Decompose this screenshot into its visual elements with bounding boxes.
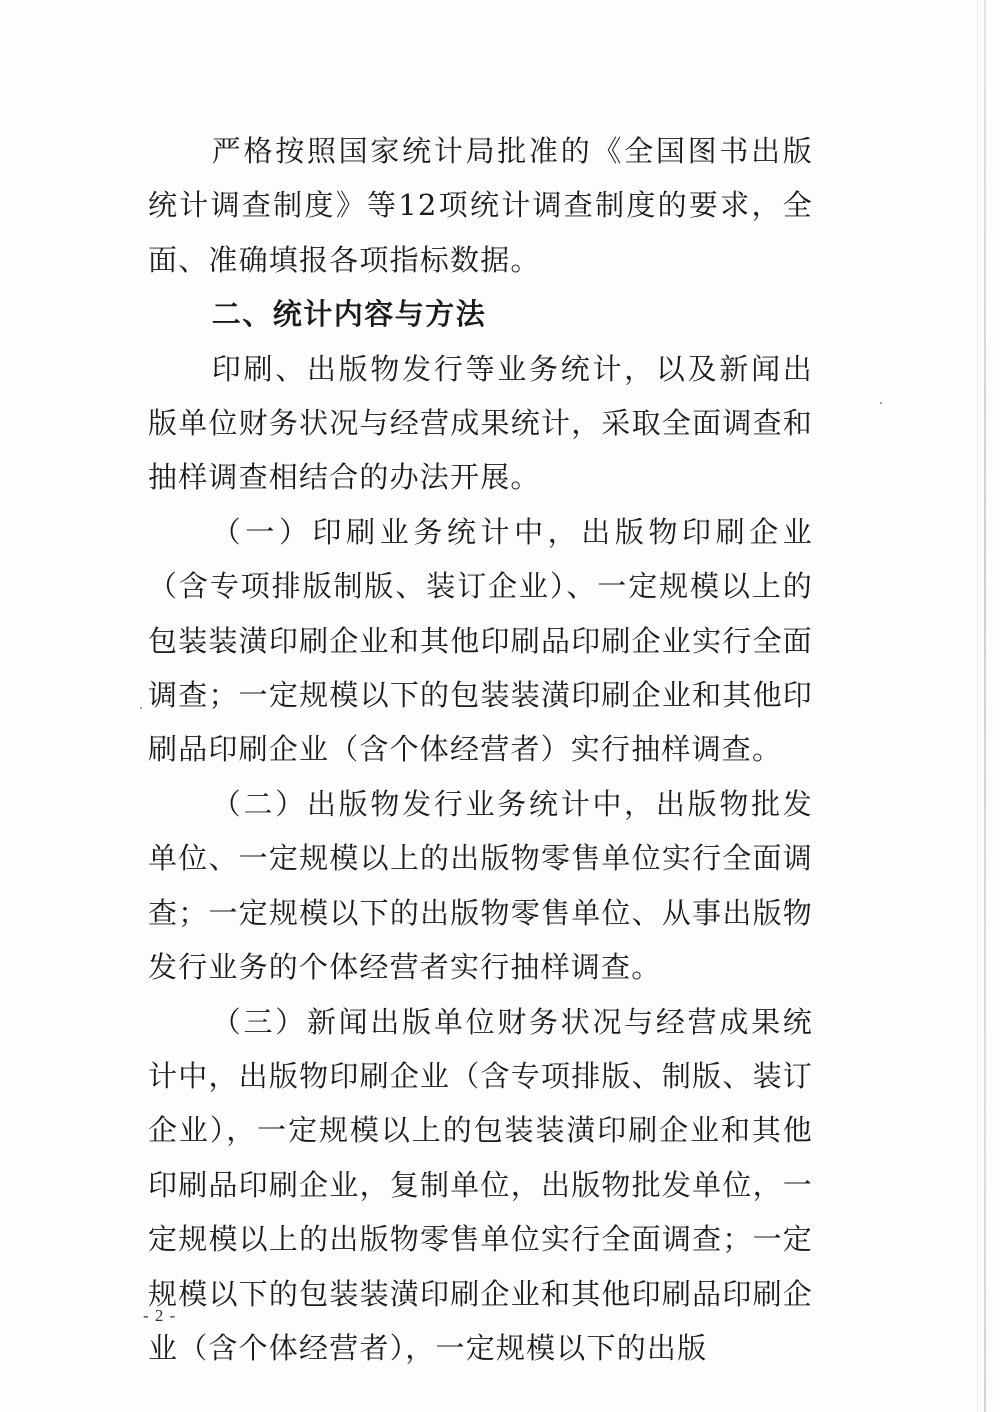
scan-edge-line [984,0,986,1412]
section-heading-content-methods: 二、统计内容与方法 [211,297,487,332]
document-body [148,124,813,1375]
scan-speck [140,707,142,709]
paragraph-data-standards: 严格按照国家统计局批准的《全国图书出版统计调查制度》等12项统计调查制度的要求，全面、准确填报各项指标数据。 [148,134,813,277]
paragraph-distribution-statistics: （二）出版物发行业务统计中，出版物批发单位、一定规模以上的出版物零售单位实行全面调查；一定规模以下的出版物零售单位、从事出版物发行业务的个体经营者实行抽样调查。 [148,786,813,985]
paragraph-printing-statistics: （一）印刷业务统计中，出版物印刷企业（含专项排版制版、装订企业）、一定规模以上的包装装潢印刷企业和其他印刷品印刷企业实行全面调查；一定规模以下的包装装潢印刷企业和其他印刷品印刷企业（含个体经营者）实行抽样调查。 [148,514,813,767]
paragraph-financial-statistics: （三）新闻出版单位财务状况与经营成果统计中，出版物印刷企业（含专项排版、制版、装订企业），一定规模以上的包装装潢印刷企业和其他印刷品印刷企业，复制单位，出版物批发单位，一定规模以上的出版物零售单位实行全面调查；一定规模以下的包装装潢印刷企业和其他印刷品印刷企业（含个体经营者），一定规模以下的出版 [148,1004,813,1365]
scan-edge-line-faint [977,0,978,1412]
page-number: - 2 - [143,1306,177,1325]
paragraph-methods-overview: 印刷、出版物发行等业务统计，以及新闻出版单位财务状况与经营成果统计，采取全面调查和抽样调查相结合的办法开展。 [148,351,813,495]
scan-speck [880,402,882,404]
